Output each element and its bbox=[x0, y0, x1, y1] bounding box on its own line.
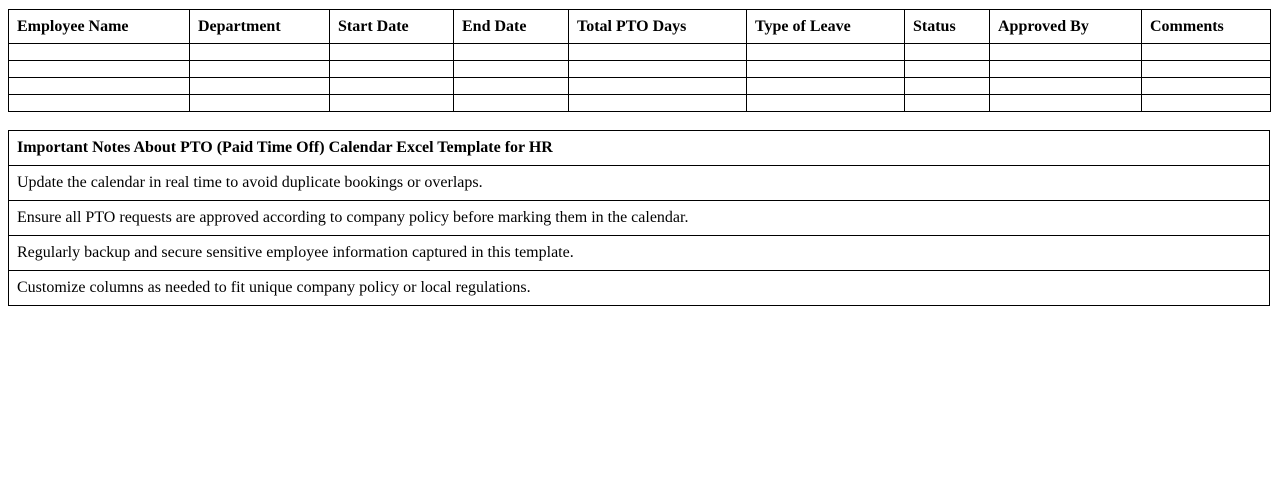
table-cell[interactable] bbox=[9, 44, 190, 61]
table-cell[interactable] bbox=[990, 95, 1142, 112]
table-cell[interactable] bbox=[330, 95, 454, 112]
header-approved-by: Approved By bbox=[990, 10, 1142, 44]
notes-header-row bbox=[9, 131, 1270, 166]
table-cell[interactable] bbox=[330, 78, 454, 95]
note-row bbox=[9, 271, 1270, 306]
table-cell[interactable] bbox=[747, 61, 905, 78]
table-cell[interactable] bbox=[747, 95, 905, 112]
table-cell[interactable] bbox=[330, 61, 454, 78]
note-text: Update the calendar in real time to avoid duplicate bookings or overlaps. bbox=[9, 166, 1270, 201]
table-row bbox=[9, 78, 1271, 95]
table-cell[interactable] bbox=[905, 44, 990, 61]
note-text: Ensure all PTO requests are approved according to company policy before marking them in the calendar. bbox=[9, 201, 1270, 236]
table-cell[interactable] bbox=[905, 95, 990, 112]
table-cell[interactable] bbox=[1142, 44, 1271, 61]
table-cell[interactable] bbox=[1142, 95, 1271, 112]
table-cell[interactable] bbox=[990, 78, 1142, 95]
table-cell[interactable] bbox=[190, 78, 330, 95]
note-row bbox=[9, 201, 1270, 236]
header-department: Department bbox=[190, 10, 330, 44]
header-row bbox=[9, 10, 1271, 44]
table-cell[interactable] bbox=[747, 78, 905, 95]
table-cell[interactable] bbox=[990, 44, 1142, 61]
note-row bbox=[9, 236, 1270, 271]
note-text: Customize columns as needed to fit unique company policy or local regulations. bbox=[9, 271, 1270, 306]
table-cell[interactable] bbox=[569, 44, 747, 61]
header-status: Status bbox=[905, 10, 990, 44]
table-cell[interactable] bbox=[1142, 61, 1271, 78]
table-row bbox=[9, 95, 1271, 112]
header-comments: Comments bbox=[1142, 10, 1271, 44]
note-text: Regularly backup and secure sensitive employee information captured in this template. bbox=[9, 236, 1270, 271]
pto-calendar-table bbox=[8, 9, 1271, 112]
table-cell[interactable] bbox=[569, 78, 747, 95]
table-cell[interactable] bbox=[454, 44, 569, 61]
table-cell[interactable] bbox=[454, 61, 569, 78]
table-cell[interactable] bbox=[190, 61, 330, 78]
header-employee-name: Employee Name bbox=[9, 10, 190, 44]
table-row bbox=[9, 44, 1271, 61]
table-cell[interactable] bbox=[454, 78, 569, 95]
table-cell[interactable] bbox=[905, 78, 990, 95]
table-cell[interactable] bbox=[9, 61, 190, 78]
table-cell[interactable] bbox=[569, 95, 747, 112]
note-row bbox=[9, 166, 1270, 201]
table-row bbox=[9, 61, 1271, 78]
header-total-pto-days: Total PTO Days bbox=[569, 10, 747, 44]
table-cell[interactable] bbox=[569, 61, 747, 78]
table-cell[interactable] bbox=[1142, 78, 1271, 95]
table-cell[interactable] bbox=[190, 44, 330, 61]
table-cell[interactable] bbox=[990, 61, 1142, 78]
table-cell[interactable] bbox=[190, 95, 330, 112]
header-type-of-leave: Type of Leave bbox=[747, 10, 905, 44]
header-start-date: Start Date bbox=[330, 10, 454, 44]
important-notes-table bbox=[8, 130, 1270, 306]
table-cell[interactable] bbox=[9, 78, 190, 95]
table-cell[interactable] bbox=[330, 44, 454, 61]
table-cell[interactable] bbox=[905, 61, 990, 78]
notes-title: Important Notes About PTO (Paid Time Off) Calendar Excel Template for HR bbox=[9, 131, 1270, 166]
table-cell[interactable] bbox=[747, 44, 905, 61]
table-cell[interactable] bbox=[9, 95, 190, 112]
header-end-date: End Date bbox=[454, 10, 569, 44]
table-cell[interactable] bbox=[454, 95, 569, 112]
